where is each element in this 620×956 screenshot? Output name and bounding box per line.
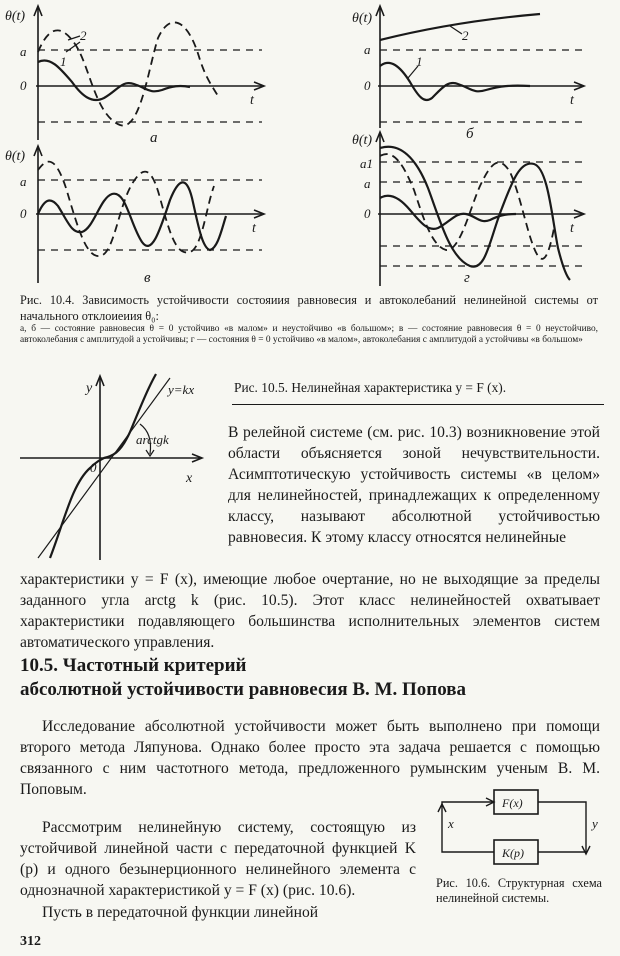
figure-10-4-caption: Рис. 10.4. Зависимость устойчивости состояиия равновесия и автоколебаний нелинейной системы от начального отклоиеиия θ₀:	[20, 293, 598, 323]
graph-panel-g	[320, 128, 620, 288]
y-axis-label: θ(t)	[352, 11, 373, 26]
section-number: 10.5.	[20, 655, 58, 676]
section-heading	[20, 654, 600, 702]
curve-1-label: 1	[416, 54, 423, 69]
y-axis-label: θ(t)	[352, 133, 373, 148]
x-axis-label: t	[252, 221, 256, 236]
y-axis-label: θ(t)	[5, 149, 26, 164]
paragraph-class-text: характеристики y = F (x), имеющие любое очертание, но не выходящие за пределы заданного угла arctg k (рис. 10.5). Этот класс нелинейностей охватывает характеристики подавляющего большинства исполнительных элементов систем автоматического управления.	[20, 571, 600, 651]
panel-label-a: а	[150, 130, 158, 146]
signal-x-label: x	[448, 816, 454, 831]
graph-panel-v	[0, 138, 300, 288]
figure-10-6-diagram	[428, 788, 608, 878]
x-axis-label: t	[570, 221, 574, 236]
y-axis-label: y	[86, 381, 93, 396]
curve-2-label: 2	[462, 28, 469, 43]
divider	[232, 404, 604, 405]
section-title-line1: Частотный критерий	[62, 655, 247, 676]
page-number: 312	[20, 934, 41, 949]
figure-10-5-caption: Рис. 10.5. Нелинейная характеристика y = F (x).	[234, 380, 507, 395]
level-a-label: a	[364, 176, 371, 191]
angle-label: arctgk	[136, 432, 169, 447]
panel-label-g: г	[464, 270, 470, 286]
paragraph-relay-text: В релейной системе (см. рис. 10.3) возникновение этой области объясняется зоной нечувствительности. Асимптотическую устойчивость системы «в целом» для нелинейностей, принадлежащих к определенному классу, называют абсолютной устойчивостью равновесия. К этому классу относятся нелинейные	[228, 424, 600, 546]
zero-label: 0	[20, 78, 27, 93]
x-axis-label: t	[250, 93, 254, 108]
zero-label: 0	[20, 206, 27, 221]
graph-panel-a	[0, 0, 300, 150]
level-a-label: a	[364, 42, 371, 57]
level-a1-label: a1	[360, 156, 373, 171]
block-K-label: K(p)	[502, 846, 524, 860]
figure-10-4	[0, 0, 620, 290]
y-axis-label: θ(t)	[5, 9, 26, 24]
signal-y-label: y	[592, 816, 598, 831]
panel-label-v: в	[144, 270, 151, 286]
curve-2-label: 2	[80, 28, 87, 43]
figure-10-6-caption: Рис. 10.6. Структурная схема нелинейной системы.	[436, 876, 602, 905]
paragraph-lyapunov: Исследование абсолютной устойчивости может быть выполнено при помощи второго метода Ляпунова. Однако более просто эта задача решается с помощью связанного с ним частотного метода, предложенного румынским ученым В. М. Поповым.	[20, 718, 600, 798]
figure-10-5-graph	[20, 372, 220, 562]
zero-label: 0	[90, 460, 97, 475]
block-F-label: F(x)	[502, 796, 523, 810]
figure-10-4-legend: а, б — состояние равновесия θ = 0 устойчиво «в малом» и неустойчиво «в большом»; в — состояние равновесия θ = 0 неустойчиво, автоколебания с амплитудой a устойчивы; г — состояния θ = 0 устойчиво «в малом», автоколебания с амплитудой a устойчивы «в большом»	[20, 324, 598, 345]
line-label: y=kx	[168, 382, 195, 397]
zero-label: 0	[364, 78, 371, 93]
paragraph-nonlinear-system: Рассмотрим нелинейную систему, состоящую из устойчивой линейной части с передаточной функцией K (p) и одного безынерционного нелинейного элемента с однозначной характеристикой y = F (x) (рис. 10.6).	[20, 819, 416, 899]
level-a-label: a	[20, 44, 27, 59]
curve-1-label: 1	[60, 54, 67, 69]
paragraph-transfer-function: Пусть в передаточной функции линейной	[42, 904, 319, 921]
panel-label-b: б	[466, 126, 474, 142]
section-title-line2: абсолютной устойчивости равновесия В. М. Попова	[20, 679, 466, 700]
x-axis-label: x	[186, 471, 193, 486]
zero-label: 0	[364, 206, 371, 221]
level-a-label: a	[20, 174, 27, 189]
x-axis-label: t	[570, 93, 574, 108]
